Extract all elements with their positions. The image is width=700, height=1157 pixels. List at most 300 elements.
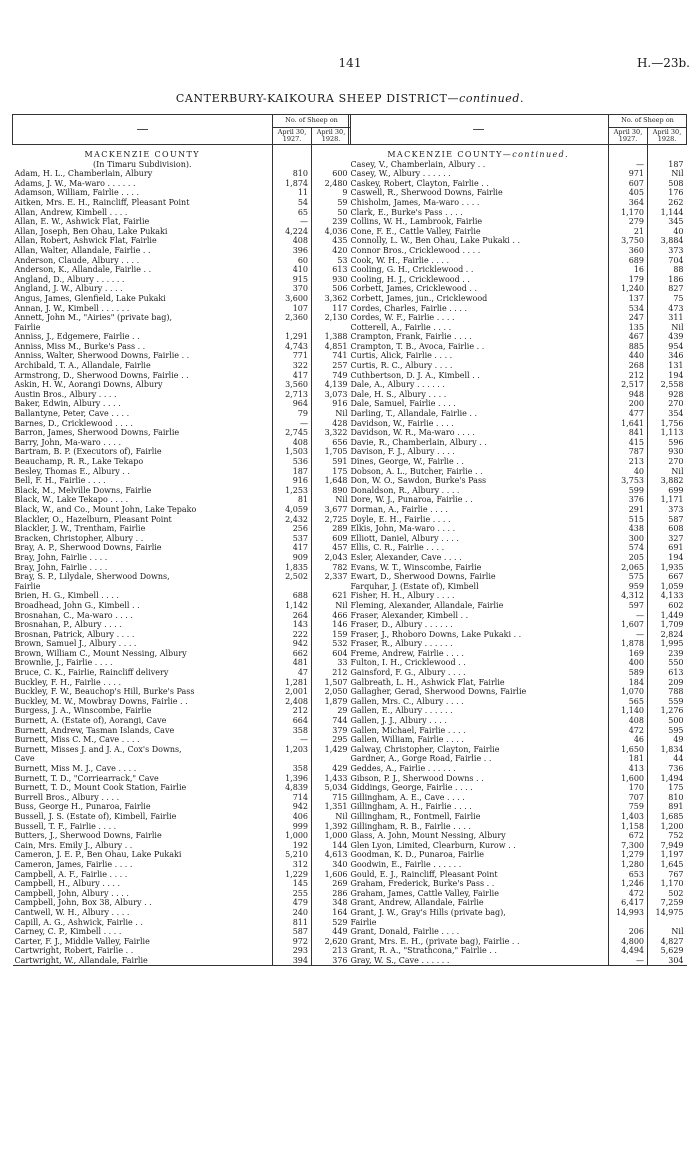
sheep-1928: 146 bbox=[312, 620, 351, 630]
right-table-body bbox=[349, 145, 687, 966]
sheep-1928: 29 bbox=[312, 706, 351, 716]
table-row bbox=[349, 198, 687, 208]
sheep-1927: 417 bbox=[273, 371, 312, 381]
sheep-1927: 916 bbox=[273, 476, 312, 486]
table-row bbox=[13, 620, 351, 630]
sheep-1927: 3,560 bbox=[273, 380, 312, 390]
holder-name: Collins, W. H., Lambrook, Fairlie bbox=[350, 217, 483, 227]
sheep-1928: 457 bbox=[312, 543, 351, 553]
table-row bbox=[349, 870, 687, 880]
sheep-1928: 613 bbox=[312, 265, 351, 275]
sheep-1928: 49 bbox=[648, 735, 687, 745]
left-sheep-table bbox=[12, 114, 351, 966]
sheep-1928: 4,827 bbox=[648, 937, 687, 947]
sheep-1928: 4,851 bbox=[312, 342, 351, 352]
sheep-1928: 269 bbox=[312, 879, 351, 889]
sheep-1928: 3,677 bbox=[312, 505, 351, 515]
sheep-1928: 175 bbox=[648, 783, 687, 793]
table-row bbox=[349, 236, 687, 246]
holder-name: Grant, J. W., Gray's Hills (private bag), bbox=[350, 907, 506, 917]
holder-name: Davidson, W. R., Ma-waro . . . . bbox=[350, 428, 475, 438]
holder-name: Corbett, James, Cricklewood . . bbox=[350, 284, 478, 294]
holder-name: Galbreath, L. H., Ashwick Flat, Fairlie bbox=[350, 677, 505, 687]
table-row bbox=[349, 706, 687, 716]
holder-name: Buss, George H., Punaroa, Fairlie bbox=[14, 802, 151, 812]
table-row bbox=[349, 505, 687, 515]
sheep-1928: 270 bbox=[648, 457, 687, 467]
table-row bbox=[349, 822, 687, 832]
table-row bbox=[13, 870, 351, 880]
sheep-1927: 1,403 bbox=[609, 812, 648, 822]
document-reference: H.—23b. bbox=[636, 56, 690, 70]
sheep-1927: 169 bbox=[609, 649, 648, 659]
sheep-1928: 595 bbox=[648, 726, 687, 736]
table-row bbox=[349, 256, 687, 266]
table-row bbox=[349, 716, 687, 726]
sheep-1927: 358 bbox=[273, 726, 312, 736]
holder-name: Askin, H. W., Aorangi Downs, Albury bbox=[14, 380, 163, 390]
table-row bbox=[13, 572, 351, 582]
holder-name: Glass, A. John, Mount Nessing, Albury bbox=[350, 831, 506, 841]
sheep-1927: 714 bbox=[273, 793, 312, 803]
sheep-1928: 2,480 bbox=[312, 179, 351, 189]
holder-name: Dale, Samuel, Fairlie . . . . bbox=[350, 399, 456, 409]
sheep-1927: 597 bbox=[609, 601, 648, 611]
holder-name: Bray, John, Fairlie . . . . bbox=[14, 552, 108, 562]
sheep-1927: 247 bbox=[609, 313, 648, 323]
sheep-1927: 4,839 bbox=[273, 783, 312, 793]
sheep-1927: 2,745 bbox=[273, 428, 312, 438]
holder-name: Gillingham, A. H., Fairlie . . . . bbox=[350, 802, 472, 812]
sheep-1927: 279 bbox=[609, 217, 648, 227]
holder-name: Gould, E. J., Raincliff, Pleasant Point bbox=[350, 869, 498, 879]
sheep-1927: 170 bbox=[609, 783, 648, 793]
sheep-1927: 2,065 bbox=[609, 563, 648, 573]
holder-name: Casey, V., Chamberlain, Albury . . bbox=[350, 159, 486, 169]
holder-name: Buckley, F. H., Fairlie . . . . bbox=[14, 677, 122, 687]
sheep-1928: 1,756 bbox=[648, 419, 687, 429]
sheep-1927: 689 bbox=[609, 256, 648, 266]
table-row bbox=[349, 726, 687, 736]
sheep-1928: 1,433 bbox=[312, 774, 351, 784]
sheep-1927: 811 bbox=[273, 918, 312, 928]
sheep-1927: 2,408 bbox=[273, 697, 312, 707]
holder-name: Brosnan, Patrick, Albury . . . . bbox=[14, 629, 135, 639]
holder-name: Casey, W., Albury . . . . . . bbox=[350, 169, 451, 179]
holder-name: Adam, H. L., Chamberlain, Albury bbox=[14, 169, 153, 179]
sheep-1928: 373 bbox=[648, 246, 687, 256]
sheep-1927: 1,000 bbox=[273, 831, 312, 841]
sheep-1927: 291 bbox=[609, 505, 648, 515]
sheep-1928: 176 bbox=[648, 188, 687, 198]
sheep-1928: 117 bbox=[312, 304, 351, 314]
holder-name: Cooling, H. J., Cricklewood . . bbox=[350, 274, 470, 284]
holder-name: Cooling, G. H., Cricklewood . . bbox=[350, 265, 474, 275]
sheep-1928: 194 bbox=[648, 553, 687, 563]
table-row bbox=[349, 332, 687, 342]
sheep-1927: 467 bbox=[609, 332, 648, 342]
col-1927-header: April 30, 1927. bbox=[273, 128, 312, 145]
holder-name: Clark, E., Burke's Pass . . . . bbox=[350, 207, 463, 217]
sheep-1927: — bbox=[273, 217, 312, 227]
table-row bbox=[349, 668, 687, 678]
table-row bbox=[13, 486, 351, 496]
sheep-1928: 9 bbox=[312, 188, 351, 198]
sheep-1928: 621 bbox=[312, 591, 351, 601]
sheep-1927: 413 bbox=[609, 764, 648, 774]
table-row bbox=[13, 630, 351, 640]
sheep-1928: 890 bbox=[312, 486, 351, 496]
table-row bbox=[13, 217, 351, 227]
holder-name: Dines, George, W., Fairlie . . bbox=[350, 457, 464, 466]
sheep-1927: 1,170 bbox=[609, 208, 648, 218]
table-row bbox=[349, 918, 687, 928]
sheep-1928: 59 bbox=[312, 198, 351, 208]
table-row bbox=[349, 802, 687, 812]
holder-name: Donaldson, R., Albury . . . . bbox=[350, 485, 460, 495]
holder-name: Cordes, Charles, Fairlie . . . . bbox=[350, 303, 468, 313]
table-row bbox=[349, 697, 687, 707]
sheep-1928: 2,824 bbox=[648, 630, 687, 640]
table-row bbox=[349, 889, 687, 899]
sheep-1927: 410 bbox=[273, 265, 312, 275]
title-suffix: continued. bbox=[459, 92, 525, 105]
holder-name: Don, W. O., Sawdon, Burke's Pass bbox=[350, 476, 487, 486]
holder-name: Burnett, T. D., "Corriearrack," Cave bbox=[14, 773, 159, 783]
sheep-1928: 270 bbox=[648, 399, 687, 409]
holder-name: Cuthbertson, D. J. A., Kimbell . . bbox=[350, 370, 480, 380]
sheep-1928: Nil bbox=[648, 467, 687, 477]
col-1928-header: April 30, 1928. bbox=[312, 128, 351, 145]
sheep-1928: 88 bbox=[648, 265, 687, 275]
sheep-1927: 200 bbox=[609, 399, 648, 409]
holder-name: Bracken, Christopher, Albury . . bbox=[14, 533, 144, 543]
table-row bbox=[349, 160, 687, 170]
subsection-heading: (In Timaru Subdivision). bbox=[92, 159, 192, 169]
table-row bbox=[13, 649, 351, 659]
holder-name: Burrell Bros., Albury . . . . bbox=[14, 792, 120, 802]
sheep-1927: 192 bbox=[273, 841, 312, 851]
table-row bbox=[13, 447, 351, 457]
holder-name: Davie, R., Chamberlain, Albury . . bbox=[350, 437, 487, 447]
holder-name: Chisholm, James, Ma-waro . . . . bbox=[350, 197, 480, 207]
table-row bbox=[349, 658, 687, 668]
sheep-1927: 1,281 bbox=[273, 678, 312, 688]
sheep-1927: 885 bbox=[609, 342, 648, 352]
holder-name: Esler, Alexander, Cave . . . . bbox=[350, 552, 462, 562]
sheep-1928: 7,949 bbox=[648, 841, 687, 851]
holder-name: Gillingham, A. E., Cave . . . . bbox=[350, 792, 465, 802]
sheep-1928: 704 bbox=[648, 256, 687, 266]
sheep-1927: 1,240 bbox=[609, 284, 648, 294]
table-row bbox=[349, 563, 687, 573]
sheep-1927: 21 bbox=[609, 227, 648, 237]
sheep-1928: 1,935 bbox=[648, 563, 687, 573]
holder-name: Archibald, T. A., Allandale, Fairlie bbox=[14, 361, 151, 371]
sheep-1928: 744 bbox=[312, 716, 351, 726]
table-row bbox=[13, 351, 351, 361]
holder-name: Elkis, John, Ma-waro . . . . bbox=[350, 524, 456, 534]
sheep-1927: 972 bbox=[273, 937, 312, 947]
sheep-1928: 194 bbox=[648, 371, 687, 381]
sheep-1927: 14,993 bbox=[609, 908, 648, 918]
sheep-1927: 256 bbox=[273, 524, 312, 534]
holder-name: Campbell, H., Albury . . . . bbox=[14, 879, 121, 889]
sheep-1927: 205 bbox=[609, 553, 648, 563]
holder-name: Brosnahan, P., Albury . . . . bbox=[14, 620, 122, 630]
table-row bbox=[349, 764, 687, 774]
table-row bbox=[13, 735, 351, 745]
sheep-1928: 767 bbox=[648, 870, 687, 880]
holder-name: Black, W., Lake Tekapo . . . . bbox=[14, 495, 129, 505]
sheep-1927: — bbox=[609, 630, 648, 640]
table-row bbox=[13, 726, 351, 736]
sheep-1927: 971 bbox=[609, 169, 648, 179]
sheep-1927: 293 bbox=[273, 946, 312, 956]
section-heading bbox=[349, 150, 609, 160]
table-row bbox=[13, 563, 351, 573]
table-row bbox=[13, 822, 351, 832]
holder-name: Burnett, Andrew, Tasman Islands, Cave bbox=[14, 725, 175, 735]
sheep-1927: 4,800 bbox=[609, 937, 648, 947]
sheep-1928: 5,034 bbox=[312, 783, 351, 793]
holder-name: Capill, A. G., Ashwick, Fairlie . . bbox=[14, 917, 143, 927]
holder-name: Buckley, F. W., Beauchop's Hill, Burke's Pass bbox=[14, 687, 195, 697]
sheep-1928: 3,884 bbox=[648, 236, 687, 246]
name-column-header: — bbox=[13, 115, 273, 145]
sheep-1928: Nil bbox=[312, 495, 351, 505]
sheep-1927: 607 bbox=[609, 179, 648, 189]
table-row bbox=[349, 246, 687, 256]
left-table-body bbox=[13, 145, 351, 966]
holder-name: Grant, R. A., "Strathcona," Fairlie . . bbox=[350, 946, 497, 956]
sheep-1928: 3,073 bbox=[312, 390, 351, 400]
table-row bbox=[349, 284, 687, 294]
left-column bbox=[12, 114, 350, 966]
table-row bbox=[13, 716, 351, 726]
holder-name: Brownlie, J., Fairlie . . . . bbox=[14, 658, 113, 668]
table-row bbox=[349, 169, 687, 179]
sheep-1928: 667 bbox=[648, 572, 687, 582]
sheep-1927: 2,432 bbox=[273, 515, 312, 525]
table-row bbox=[349, 956, 687, 966]
holder-name: Bussell, T. F., Fairlie . . . . bbox=[14, 821, 117, 831]
table-row bbox=[349, 524, 687, 534]
holder-name: Cotterell, A., Fairlie . . . . bbox=[350, 322, 452, 332]
holder-name: Farquhar, J. (Estate of), Kimbell bbox=[350, 581, 479, 591]
sheep-1928: 736 bbox=[648, 764, 687, 774]
sheep-1927: 1,600 bbox=[609, 774, 648, 784]
holder-name: Anniss, J., Edgemere, Fairlie . . bbox=[14, 332, 140, 342]
sheep-1928: 1,200 bbox=[648, 822, 687, 832]
holder-name: Burnett, Misses J. and J. A., Cox's Downs, bbox=[14, 744, 182, 754]
holder-name: Austin Bros., Albury . . . . bbox=[14, 389, 117, 399]
sheep-1928: 596 bbox=[648, 438, 687, 448]
sheep-1927: 4,743 bbox=[273, 342, 312, 352]
table-row bbox=[13, 236, 351, 246]
sheep-1927: 771 bbox=[273, 351, 312, 361]
sheep-1927: 4,224 bbox=[273, 227, 312, 237]
sheep-1927: 537 bbox=[273, 534, 312, 544]
sheep-1927: 81 bbox=[273, 495, 312, 505]
sheep-1928: 466 bbox=[312, 611, 351, 621]
table-row bbox=[349, 457, 687, 467]
holder-name: Adams, J. W., Ma-waro . . . . . . bbox=[14, 178, 136, 188]
sheep-1928: 212 bbox=[312, 668, 351, 678]
sheep-1927: 1,650 bbox=[609, 745, 648, 755]
table-row bbox=[13, 409, 351, 419]
sheep-1927: 212 bbox=[273, 706, 312, 716]
sheep-1928: 613 bbox=[648, 668, 687, 678]
sheep-1928: 4,036 bbox=[312, 227, 351, 237]
table-row bbox=[13, 841, 351, 851]
table-row bbox=[13, 505, 351, 515]
holder-name: Fraser, R., Albury . . . . . . bbox=[350, 639, 453, 649]
sheep-1928: 289 bbox=[312, 524, 351, 534]
table-row bbox=[13, 812, 351, 822]
sheep-1927: 3,600 bbox=[273, 294, 312, 304]
table-row bbox=[349, 188, 687, 198]
title-text: CANTERBURY-KAIKOURA SHEEP DISTRICT— bbox=[175, 92, 460, 105]
table-row bbox=[13, 371, 351, 381]
sheep-1928: 1,606 bbox=[312, 870, 351, 880]
table-row bbox=[349, 495, 687, 505]
sheep-1928: 752 bbox=[648, 831, 687, 841]
sheep-1928: 602 bbox=[648, 601, 687, 611]
table-row bbox=[349, 323, 687, 333]
sheep-1928: 1,197 bbox=[648, 850, 687, 860]
sheep-1927: 2,502 bbox=[273, 572, 312, 582]
sheep-1928: Nil bbox=[648, 927, 687, 937]
sheep-1928: 1,507 bbox=[312, 678, 351, 688]
sheep-1928: 53 bbox=[312, 256, 351, 266]
sheep-1928: 428 bbox=[312, 419, 351, 429]
holder-name: Ewart, D., Sherwood Downs, Fairlie bbox=[350, 572, 496, 582]
sheep-1928: 144 bbox=[312, 841, 351, 851]
table-row bbox=[13, 591, 351, 601]
sheep-1927: 964 bbox=[273, 399, 312, 409]
table-row bbox=[13, 332, 351, 342]
holder-name: Allan, E. W., Ashwick Flat, Fairlie bbox=[14, 217, 150, 227]
sheep-1928: 1,170 bbox=[648, 879, 687, 889]
holder-name: Cantwell, W. H., Albury . . . . bbox=[14, 907, 130, 917]
sheep-1928: 1,429 bbox=[312, 745, 351, 755]
sheep-1927: 1,070 bbox=[609, 687, 648, 697]
sheep-1927: 1,607 bbox=[609, 620, 648, 630]
sheep-1927: 575 bbox=[609, 572, 648, 582]
sheep-1927: 408 bbox=[273, 438, 312, 448]
holder-name: Cone, F. E., Cattle Valley, Fairlie bbox=[350, 226, 481, 236]
sheep-1928: Nil bbox=[312, 601, 351, 611]
table-row bbox=[349, 630, 687, 640]
holder-name: Bray, A. P., Sherwood Downs, Fairlie bbox=[14, 543, 162, 553]
sheep-1927: 240 bbox=[273, 908, 312, 918]
holder-name: Fairlie bbox=[14, 581, 41, 591]
holder-name: Cartwright, Robert, Fairlie . . bbox=[14, 946, 134, 956]
table-row bbox=[349, 553, 687, 563]
table-row bbox=[13, 898, 351, 908]
sheep-1928: 3,882 bbox=[648, 476, 687, 486]
sheep-1928: 1,276 bbox=[648, 706, 687, 716]
holder-name: Cave bbox=[14, 754, 35, 764]
table-row bbox=[13, 457, 351, 467]
sheep-1927: 440 bbox=[609, 351, 648, 361]
sheep-1927: 2,001 bbox=[273, 687, 312, 697]
sheep-1928: 916 bbox=[312, 399, 351, 409]
sheep-1927: 3,750 bbox=[609, 236, 648, 246]
holder-name: Ellis, C. R., Fairlie . . . . bbox=[350, 543, 445, 553]
holder-name: Angland, D., Albury . . . . . . bbox=[14, 274, 125, 284]
sheep-1927: 179 bbox=[609, 275, 648, 285]
sheep-1927: — bbox=[609, 956, 648, 966]
sheep-1928: 429 bbox=[312, 764, 351, 774]
sheep-1928: 7,259 bbox=[648, 898, 687, 908]
sheep-1928: 420 bbox=[312, 246, 351, 256]
sheep-1928: 1,709 bbox=[648, 620, 687, 630]
table-row bbox=[349, 927, 687, 937]
sheep-1928: 3,362 bbox=[312, 294, 351, 304]
table-row bbox=[13, 764, 351, 774]
sheep-1928: 1,879 bbox=[312, 697, 351, 707]
table-row bbox=[349, 754, 687, 764]
col-1927-header: April 30, 1927. bbox=[609, 128, 648, 145]
sheep-1927: 46 bbox=[609, 735, 648, 745]
sheep-1927: 1,140 bbox=[609, 706, 648, 716]
sheep-1927: 1,874 bbox=[273, 179, 312, 189]
sheep-1928: 928 bbox=[648, 390, 687, 400]
holder-name: Angus, James, Glenfield, Lake Pukaki bbox=[14, 293, 166, 303]
table-row bbox=[13, 802, 351, 812]
holder-name: Galway, Christopher, Clayton, Fairlie bbox=[350, 744, 500, 754]
holder-name: Connolly, L. W., Ben Ohau, Lake Pukaki . . bbox=[350, 236, 521, 246]
sheep-1928: 239 bbox=[648, 649, 687, 659]
sheep-1928 bbox=[648, 918, 687, 928]
holder-name: Fraser, D., Albury . . . . . . bbox=[350, 620, 453, 630]
sheep-1927: 135 bbox=[609, 323, 648, 333]
table-row bbox=[349, 879, 687, 889]
sheep-1928: 1,388 bbox=[312, 332, 351, 342]
table-row bbox=[349, 601, 687, 611]
holder-name: Barron, James, Sherwood Downs, Fairlie bbox=[14, 428, 180, 438]
table-row bbox=[349, 639, 687, 649]
sheep-1927: 909 bbox=[273, 553, 312, 563]
table-row bbox=[13, 361, 351, 371]
sheep-1927: 54 bbox=[273, 198, 312, 208]
sheep-1928: 2,043 bbox=[312, 553, 351, 563]
table-row bbox=[349, 898, 687, 908]
holder-name: Fleming, Alexander, Allandale, Fairlie bbox=[350, 600, 504, 610]
table-row bbox=[13, 256, 351, 266]
table-row bbox=[349, 515, 687, 525]
sheep-1927: 400 bbox=[609, 658, 648, 668]
holder-name: Fisher, H. H., Albury . . . . bbox=[350, 591, 455, 601]
sheep-1928: 439 bbox=[648, 332, 687, 342]
sheep-1928: 345 bbox=[648, 217, 687, 227]
table-row bbox=[13, 169, 351, 179]
table-row bbox=[13, 246, 351, 256]
table-row bbox=[13, 793, 351, 803]
holder-name: Gillingham, R., Fontmell, Fairlie bbox=[350, 811, 481, 821]
table-row bbox=[349, 735, 687, 745]
sheep-1928: 1,995 bbox=[648, 639, 687, 649]
sheep-1927: 417 bbox=[273, 543, 312, 553]
holder-name: Brown, Samuel J., Albury . . . . bbox=[14, 639, 137, 649]
holder-name: Graham, James, Cattle Valley, Fairlie bbox=[350, 888, 499, 898]
sheep-1927: 787 bbox=[609, 447, 648, 457]
sheep-1928: 40 bbox=[648, 227, 687, 237]
table-row bbox=[13, 294, 351, 304]
sheep-1927: 3,753 bbox=[609, 476, 648, 486]
